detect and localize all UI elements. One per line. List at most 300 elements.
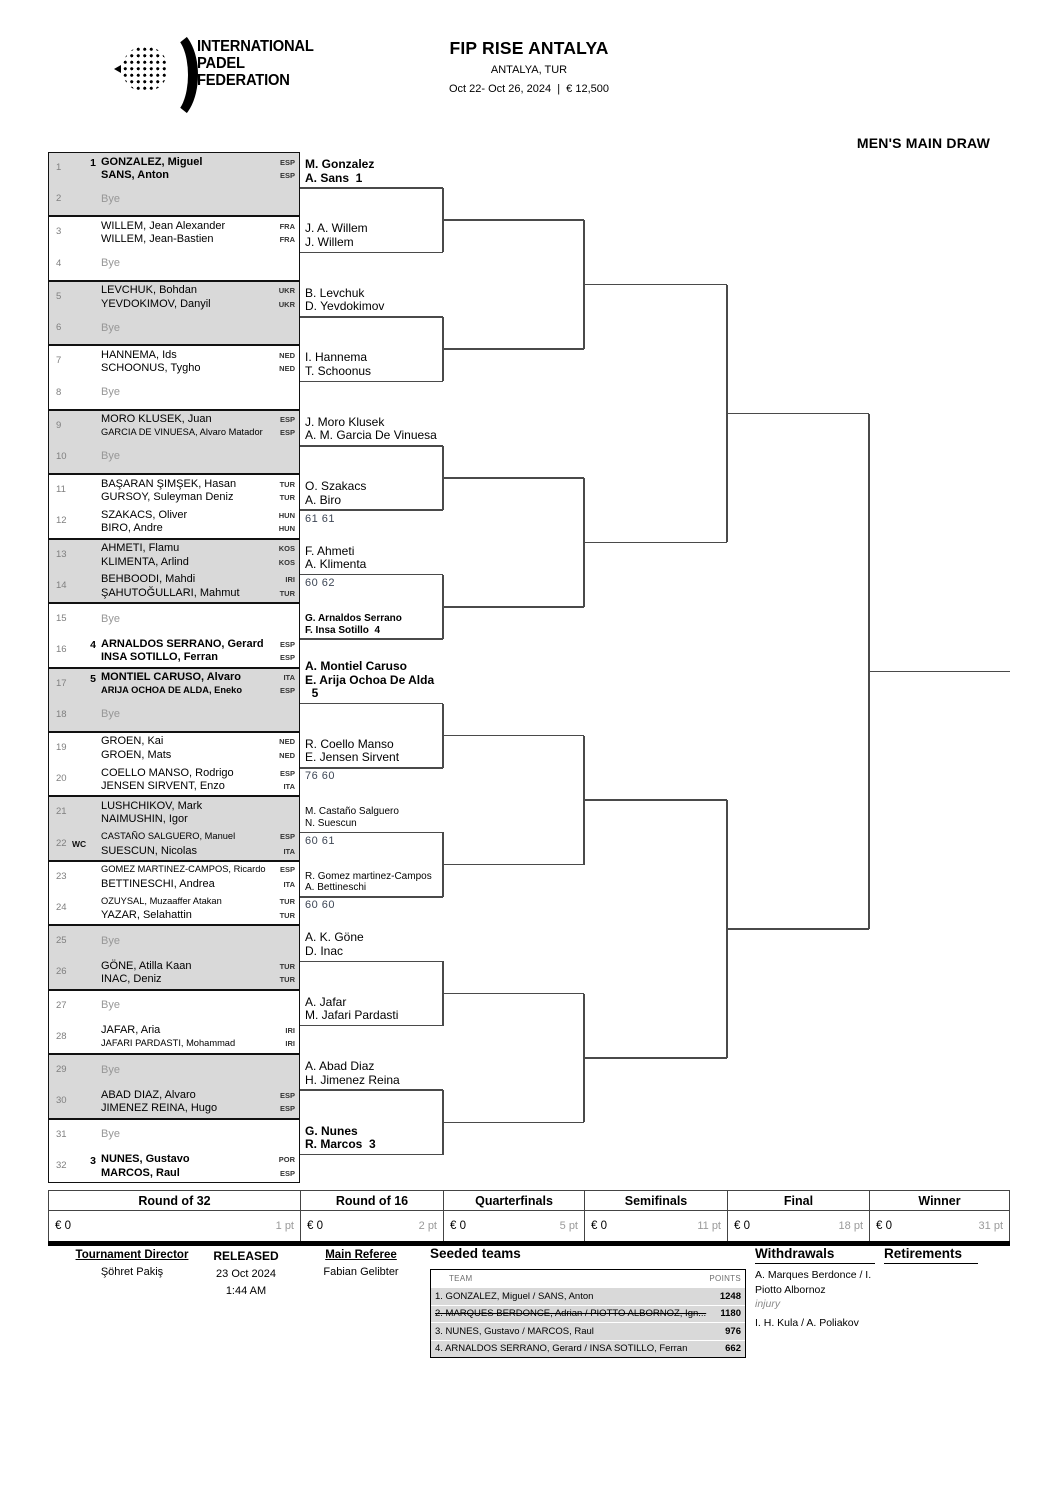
seeded-team-row [431, 1305, 745, 1323]
player-name: YAZAR, Selahattin [101, 909, 192, 922]
team-names [101, 735, 295, 762]
r16-team-name: M. Gonzalez [305, 157, 375, 171]
player-line [101, 522, 295, 536]
seeded-teams-section [430, 1246, 746, 1358]
tournament-director-label: Tournament Director [75, 1249, 189, 1261]
player-line [101, 349, 295, 363]
row-number: 18 [56, 708, 67, 720]
row-number: 16 [56, 644, 67, 656]
r32-row [49, 506, 299, 537]
country-code: POR [278, 1155, 295, 1165]
bracket-line-horizontal [300, 252, 443, 254]
player-line [101, 800, 295, 814]
player-line [101, 845, 295, 859]
r32-row [49, 313, 299, 344]
bracket-line-horizontal [300, 381, 443, 383]
withdrawals-title: Withdrawals [755, 1246, 875, 1264]
team-names [101, 349, 295, 376]
main-referee-label: Main Referee [325, 1249, 397, 1261]
r32-match [48, 668, 300, 732]
retirements-title: Retirements [884, 1246, 978, 1264]
country-code: ITA [283, 846, 295, 856]
player-name: SCHOONUS, Tygho [101, 362, 201, 375]
r16-slot [305, 806, 460, 829]
team-names [101, 220, 295, 247]
seeded-teams-title: Seeded teams [430, 1246, 521, 1261]
r16-slot [305, 480, 460, 507]
country-code: ITA [283, 673, 295, 683]
r16-team-name: R. Coello Manso [305, 736, 394, 751]
r32-row [49, 378, 299, 409]
row-number: 14 [56, 579, 67, 591]
tournament-title: FIP RISE ANTALYA [449, 38, 609, 58]
r16-slot [305, 1060, 460, 1087]
player-line [101, 1089, 295, 1103]
player-name: INSA SOTILLO, Ferran [101, 651, 218, 664]
row-number: 6 [56, 322, 62, 334]
country-code: ESP [279, 157, 295, 167]
bracket-line-horizontal [300, 703, 443, 705]
team-names [101, 896, 295, 923]
player-line [101, 1038, 295, 1052]
team-names [101, 413, 295, 440]
round-cell [727, 1190, 869, 1241]
country-code: ESP [279, 171, 295, 180]
logo-line-2: PADEL [197, 55, 245, 72]
withdrawal-entry: I. H. Kula / A. Poliakov [755, 1316, 859, 1329]
r16-team-name: A. Biro [305, 492, 342, 507]
r16-team-name: J. Moro Klusek [305, 414, 385, 429]
withdrawals-section [755, 1246, 875, 1330]
player-name: BETTINESCHI, Andrea [101, 877, 215, 890]
country-code: KOS [278, 544, 295, 554]
bracket-line-horizontal [727, 928, 869, 930]
bye-label: Bye [101, 1128, 120, 1141]
row-number: 31 [56, 1128, 67, 1140]
bracket-line-horizontal [300, 574, 443, 576]
logo-line-3: FEDERATION [197, 72, 290, 89]
round-values [49, 1211, 300, 1240]
row-number: 5 [56, 290, 62, 302]
country-code: TUR [279, 493, 295, 503]
tournament-location: ANTALYA, TUR [490, 64, 568, 76]
r16-team-name: R. Gomez martinez-Campos [305, 870, 432, 882]
round-label: Round of 32 [49, 1190, 300, 1211]
round-label: Round of 16 [301, 1190, 443, 1211]
seeded-team-points: 976 [725, 1325, 741, 1337]
player-name: AHMETI, Flamu [101, 542, 180, 555]
r16-slot [305, 1125, 460, 1152]
round-values [301, 1211, 443, 1240]
bracket-line-horizontal [584, 1057, 727, 1059]
player-line [101, 735, 295, 749]
r32-match [48, 732, 300, 796]
r32-row [49, 797, 299, 828]
player-name: ŞAHUTOĞULLARI, Mahmut [101, 586, 240, 599]
r32-row [49, 764, 299, 795]
seeded-team-name: 3. NUNES, Gustavo / MARCOS, Raul [435, 1325, 594, 1337]
logo-line-1: INTERNATIONAL [197, 38, 314, 55]
round-cell [584, 1190, 727, 1241]
round-label: Quarterfinals [444, 1190, 584, 1211]
withdrawal-entry: A. Marques Berdonce / I. Piotto Albornoz [755, 1269, 872, 1296]
seed-number: 4 [90, 639, 96, 652]
country-code: UKR [278, 286, 295, 296]
country-code: NED [279, 737, 295, 747]
tournament-dates-prize: Oct 22- Oct 26, 2024 | € 12,500 [448, 83, 609, 95]
round-prize: € 0 [55, 1219, 71, 1232]
country-code: ESP [279, 685, 295, 695]
player-line [101, 767, 295, 781]
team-names [101, 671, 295, 698]
player-name: MARCOS, Raul [101, 1166, 180, 1179]
round-prize: € 0 [450, 1219, 466, 1232]
r16-slot [305, 996, 460, 1023]
player-name: MORO KLUSEK, Juan [101, 413, 212, 426]
seeded-team-row [431, 1287, 745, 1305]
r16-team-name: A. Montiel Caruso [305, 659, 408, 674]
match-score: 60 62 [305, 577, 336, 590]
bracket-line-horizontal [300, 445, 443, 447]
player-line [101, 169, 295, 183]
row-number: 27 [56, 999, 67, 1011]
seeded-col-points: POINTS [709, 1274, 741, 1283]
seeded-team-points: 1180 [720, 1308, 741, 1320]
row-number: 23 [56, 870, 67, 882]
round-prize: € 0 [876, 1219, 892, 1232]
country-code: ESP [279, 832, 295, 842]
player-name: GARCIA DE VINUESA, Alvaro Matador [101, 426, 263, 437]
bracket-line-horizontal [300, 961, 443, 963]
country-code: NED [279, 350, 295, 360]
round-values [444, 1211, 584, 1240]
r16-team-name: A. Abad Diaz [305, 1059, 375, 1074]
country-code: ESP [279, 768, 295, 778]
player-name: ABAD DIAZ, Alvaro [101, 1088, 196, 1101]
r32-row [49, 540, 299, 571]
r16-team-name: 5 [305, 686, 319, 701]
draw-title: MEN'S MAIN DRAW [856, 135, 990, 151]
bracket-line-horizontal [300, 896, 443, 898]
row-number: 22 [56, 837, 67, 849]
bracket-line-horizontal [443, 1122, 584, 1124]
team-names [101, 1089, 295, 1116]
r32-match [48, 474, 300, 538]
row-number: 26 [56, 966, 67, 978]
r32-row [49, 1120, 299, 1151]
player-line [101, 587, 295, 601]
player-line [101, 478, 295, 492]
player-name: JIMENEZ REINA, Hugo [101, 1102, 218, 1115]
bracket-line-horizontal [300, 638, 443, 640]
r16-slot [305, 222, 460, 249]
country-code: NED [279, 750, 295, 760]
row-number: 19 [56, 741, 67, 753]
r32-match [48, 1054, 300, 1118]
r32-row [49, 1022, 299, 1053]
row-number: 1 [56, 162, 62, 173]
bracket-line-horizontal [443, 348, 584, 350]
r32-row [49, 346, 299, 377]
r16-team-name: M. Jafari Pardasti [305, 1008, 399, 1023]
player-name: GROEN, Mats [101, 748, 172, 761]
r16-team-name: D. Inac [305, 943, 344, 958]
country-code: TUR [279, 479, 295, 489]
country-code: TUR [279, 975, 295, 985]
player-line [101, 749, 295, 763]
r16-slot [305, 931, 460, 958]
bracket-line-horizontal [584, 542, 727, 544]
player-line [101, 573, 295, 587]
player-name: COELLO MANSO, Rodrigo [101, 766, 234, 779]
bracket-line-horizontal [584, 799, 727, 801]
country-code: HUN [278, 510, 295, 520]
player-name: BEHBOODI, Mahdi [101, 573, 196, 586]
player-name: JAFAR, Aria [101, 1024, 161, 1037]
player-name: NAIMUSHIN, Igor [101, 813, 188, 826]
round-values [585, 1211, 727, 1240]
player-line [101, 813, 295, 827]
r32-row [49, 700, 299, 731]
r32-row [49, 442, 299, 473]
main-referee-name: Fabian Gelibter [323, 1266, 399, 1278]
match-score: 60 61 [305, 834, 336, 847]
bracket-line-horizontal [443, 606, 584, 608]
country-code: ESP [279, 415, 295, 425]
bye-label: Bye [101, 321, 120, 334]
country-code: ITA [283, 782, 295, 792]
player-name: KLIMENTA, Arlind [101, 555, 189, 568]
team-names [101, 284, 295, 311]
player-line [101, 491, 295, 505]
bye-label: Bye [101, 934, 120, 947]
player-name: WILLEM, Jean Alexander [101, 219, 226, 232]
seed-number: 3 [90, 1154, 96, 1167]
r16-team-name: A. M. Garcia De Vinuesa [305, 428, 437, 443]
r16-team-name: D. Yevdokimov [305, 299, 385, 314]
round-points: 18 pt [838, 1219, 863, 1232]
r16-team-name: A. K. Göne [305, 930, 364, 945]
player-name: NUNES, Gustavo [101, 1153, 190, 1166]
player-name: BIRO, Andre [101, 522, 163, 535]
retirements-section [884, 1246, 978, 1264]
player-name: OZUYSAL, Muzaaffer Atakan [101, 895, 222, 906]
team-names [101, 156, 295, 183]
player-name: CASTAÑO SALGUERO, Manuel [101, 831, 236, 842]
round-label: Winner [870, 1190, 1009, 1211]
player-line [101, 413, 295, 427]
bracket-line-horizontal [300, 187, 443, 189]
r16-team-name: J. Willem [305, 234, 354, 249]
r32-row [49, 153, 299, 184]
round-points: 11 pt [697, 1219, 721, 1232]
country-code: TUR [279, 896, 295, 906]
bye-label: Bye [101, 1063, 120, 1076]
r32-row [49, 475, 299, 506]
r32-row [49, 926, 299, 957]
country-code: FRA [279, 221, 295, 231]
player-line [101, 1153, 295, 1167]
r32-row [49, 733, 299, 764]
player-name: JAFARI PARDASTI, Mohammad [101, 1037, 236, 1048]
r32-match [48, 281, 300, 345]
match-score: 76 60 [305, 770, 336, 783]
team-names [101, 478, 295, 505]
seeded-team-name: 1. GONZALEZ, Miguel / SANS, Anton [435, 1290, 594, 1302]
released-time: 1:44 AM [225, 1285, 267, 1297]
player-name: GONZALEZ, Miguel [101, 155, 203, 168]
round-points: 31 pt [978, 1219, 1003, 1232]
country-code: ESP [279, 1168, 295, 1178]
team-names [101, 638, 295, 665]
team-names [101, 509, 295, 536]
country-code: FRA [279, 235, 295, 245]
r32-row [49, 217, 299, 248]
player-line [101, 780, 295, 794]
country-code: IRI [285, 575, 295, 585]
player-line [101, 1024, 295, 1038]
row-number: 21 [56, 806, 67, 818]
r32-match [48, 861, 300, 925]
country-code: ESP [279, 1090, 295, 1100]
r32-match [48, 216, 300, 280]
player-line [101, 233, 295, 247]
r32-match [48, 990, 300, 1054]
round-prize: € 0 [591, 1219, 607, 1232]
tournament-director-block [62, 1249, 202, 1278]
team-names [101, 864, 295, 891]
bracket-line-horizontal [300, 1154, 443, 1156]
player-name: INAC, Deniz [101, 973, 162, 986]
country-code: ESP [279, 427, 295, 437]
seed-number: 1 [90, 157, 96, 169]
round-prize: € 0 [734, 1219, 750, 1232]
seeded-team-points: 662 [725, 1343, 741, 1355]
country-code: ESP [279, 865, 295, 875]
team-names [101, 960, 295, 987]
player-name: LEVCHUK, Bohdan [101, 284, 197, 297]
r32-match [48, 603, 300, 667]
team-names [101, 1024, 295, 1051]
player-name: SZAKACS, Oliver [101, 508, 188, 521]
seeded-team-name: 2. MARQUES BERDONCE, Adrian / PIOTTO ALBORNOZ, Ign... [435, 1308, 707, 1320]
player-line [101, 1102, 295, 1116]
round-points: 5 pt [559, 1219, 578, 1232]
player-line [101, 1167, 295, 1181]
r32-match [48, 925, 300, 989]
main-referee-block [306, 1249, 416, 1278]
r32-row [49, 862, 299, 893]
country-code: ESP [279, 1104, 295, 1114]
team-names [101, 767, 295, 794]
tournament-director-name: Şöhret Pakiş [100, 1266, 164, 1278]
row-number: 20 [56, 773, 67, 785]
r32-row [49, 957, 299, 988]
country-code: HUN [278, 524, 295, 534]
row-number: 15 [56, 613, 67, 625]
round-label: Semifinals [585, 1190, 727, 1211]
round-cell [300, 1190, 443, 1241]
r32-row [49, 1086, 299, 1117]
champion-line [869, 671, 1010, 673]
player-line [101, 651, 295, 665]
country-code: KOS [278, 557, 295, 567]
r16-team-name: H. Jimenez Reina [305, 1072, 400, 1087]
row-number: 24 [56, 902, 67, 914]
country-code: ESP [279, 639, 295, 649]
r16-team-name: N. Suescun [305, 817, 357, 829]
match-score: 61 61 [305, 512, 336, 525]
r16-team-name: G. Nunes [305, 1123, 358, 1138]
r16-team-name: T. Schoonus [305, 363, 372, 378]
country-code: ESP [279, 653, 295, 663]
seeded-team-row [431, 1340, 745, 1358]
bye-label: Bye [101, 386, 120, 399]
r32-row [49, 829, 299, 860]
player-line [101, 864, 295, 878]
bracket-line-horizontal [727, 413, 869, 415]
row-number: 28 [56, 1030, 67, 1042]
r16-slot [305, 287, 460, 314]
player-name: GROEN, Kai [101, 735, 164, 748]
country-code: TUR [279, 588, 295, 598]
player-line [101, 220, 295, 234]
bye-label: Bye [101, 999, 120, 1012]
country-code: TUR [279, 961, 295, 971]
r32-row [49, 282, 299, 313]
r16-slot [305, 416, 460, 443]
r16-team-name: G. Arnaldos Serrano [305, 613, 402, 625]
r32-row [49, 991, 299, 1022]
player-line [101, 831, 295, 845]
r32-row [49, 571, 299, 602]
player-line [101, 284, 295, 298]
r16-team-name: A. Bettineschi [305, 882, 367, 894]
player-name: WILLEM, Jean-Bastien [101, 233, 214, 246]
player-name: YEVDOKIMOV, Danyil [101, 297, 211, 310]
team-names [101, 800, 295, 827]
r32-match [48, 1119, 300, 1183]
r32-row [49, 893, 299, 924]
player-line [101, 156, 295, 170]
r16-team-name: O. Szakacs [305, 479, 367, 494]
round-label: Final [728, 1190, 869, 1211]
player-name: BAŞARAN ŞIMŞEK, Hasan [101, 477, 237, 490]
round-cell [443, 1190, 584, 1241]
r32-row [49, 604, 299, 635]
r32-row [49, 249, 299, 280]
r16-team-name: F. Ahmeti [305, 543, 355, 558]
row-number: 7 [56, 355, 62, 367]
r16-team-name: E. Jensen Sirvent [305, 750, 400, 765]
r32-match [48, 539, 300, 603]
r16-team-name: E. Arija Ochoa De Alda [305, 672, 435, 687]
r16-slot [305, 660, 460, 701]
round-cell [48, 1190, 300, 1241]
row-number: 10 [56, 450, 67, 462]
seeded-team-points: 1248 [719, 1290, 741, 1302]
r16-team-name: J. A. Willem [305, 221, 368, 236]
country-code: NED [279, 364, 295, 374]
row-number: 12 [56, 515, 67, 527]
r16-slot [305, 158, 460, 185]
player-line [101, 878, 295, 892]
r16-team-name: A. Jafar [305, 994, 347, 1009]
table-bottom-bar [48, 1241, 1010, 1246]
player-line [101, 685, 295, 699]
row-number: 32 [56, 1159, 67, 1171]
seed-number: 5 [90, 672, 96, 685]
